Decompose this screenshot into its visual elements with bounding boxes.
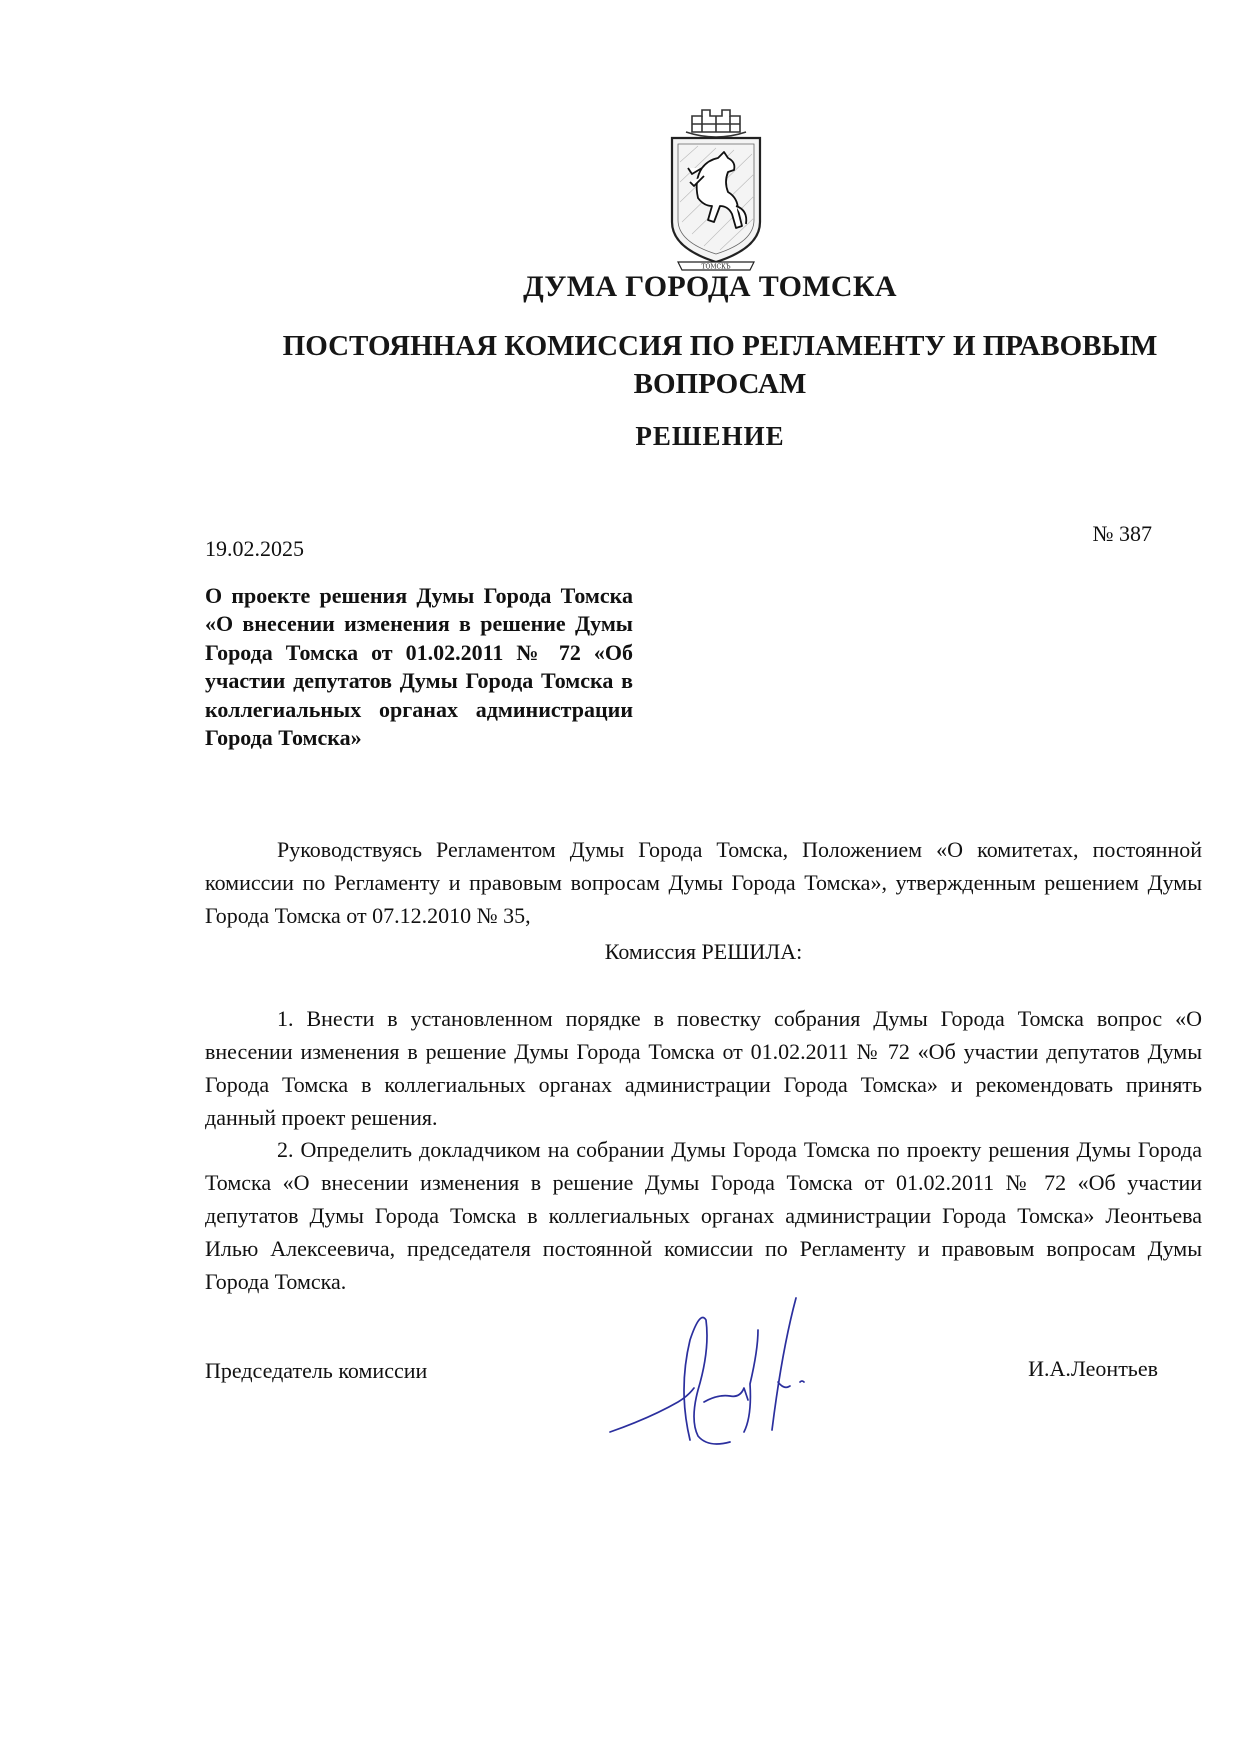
signatory-name: И.А.Леонтьев	[1028, 1356, 1158, 1381]
crest-ribbon-text: ТОМСКЪ	[701, 263, 731, 271]
tomsk-coat-of-arms-icon	[658, 102, 774, 274]
signatory-title: Председатель комиссии	[205, 1358, 428, 1383]
handwritten-signature-icon	[600, 1290, 840, 1480]
organization-title: ДУМА ГОРОДА ТОМСКА	[523, 270, 897, 303]
resolved-heading: Комиссия РЕШИЛА:	[604, 939, 803, 964]
decision-subject: О проекте решения Думы Города Томска «О внесении изменения в решение Думы Города Томска от 01.02.2011 № 72 «Об участии депутатов Думы Города Томска в коллегиальных органах администрации Города Томска»	[205, 583, 633, 751]
commission-title: ПОСТОЯННАЯ КОМИССИЯ ПО РЕГЛАМЕНТУ И ПРАВОВЫМ ВОПРОСАМ	[282, 330, 1158, 400]
preamble-paragraph: Руководствуясь Регламентом Думы Города Томска, Положением «О комитетах, постоянной комиссии по Регламенту и правовым вопросам Думы Города Томска», утвержденным решением Думы Города Томска от 07.12.2010 № 35,	[205, 837, 1202, 928]
document-type-title: РЕШЕНИЕ	[635, 421, 785, 451]
resolution-item-2: 2. Определить докладчиком на собрании Думы Города Томска по проекту решения Думы Города Томска «О внесении изменения в решение Думы Города Томска от 01.02.2011 № 72 «Об участии депутатов Думы Города Томска в коллегиальных органах администрации Города Томска» Леонтьева Илью Алексеевича, председателя постоянной комиссии по Регламенту и правовым вопросам Думы Города Томска.	[205, 1137, 1202, 1294]
resolution-item-1: 1. Внести в установленном порядке в повестку собрания Думы Города Томска вопрос «О внесении изменения в решение Думы Города Томска от 01.02.2011 № 72 «Об участии депутатов Думы Города Томска в коллегиальных органах администрации Города Томска» и рекомендовать принять данный проект решения.	[205, 1006, 1202, 1130]
decision-number: № 387	[1092, 521, 1152, 546]
decision-date: 19.02.2025	[205, 536, 304, 561]
